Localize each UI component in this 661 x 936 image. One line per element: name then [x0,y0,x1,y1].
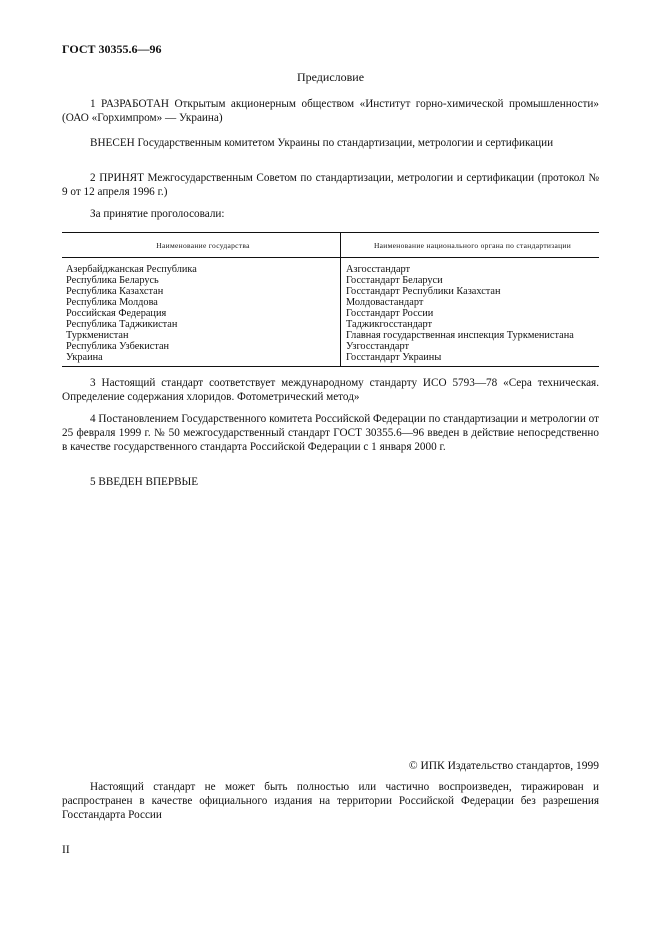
page-title: Предисловие [296,70,365,84]
table-cell-body: Главная государственная инспекция Туркменистана [346,330,574,341]
table-header-state: Наименование государства [62,233,341,258]
table-cell-state: Республика Таджикистан [62,319,341,330]
table-cell-state: Республика Казахстан [62,286,341,297]
table-row [62,330,599,341]
table-cell-state: Азербайджанская Республика [62,258,341,276]
voting-table [62,232,599,367]
paragraph-introduced [62,136,599,150]
page-number: II [62,844,70,856]
table-cell-body: Госстандарт Беларуси [346,275,443,286]
reproduction-notice [62,780,599,823]
table-row [62,286,599,297]
table-row [62,308,599,319]
paragraph-adopted [62,171,599,199]
table-row [62,275,599,286]
paragraph-iso-correspondence-text: 3 Настоящий стандарт соответствует международному стандарту ИСО 5793—78 «Сера техническая. Определение содержания хлоридов. Фотометрический метод» [62,377,599,404]
paragraph-developed-text: 1 РАЗРАБОТАН Открытым акционерным обществом «Институт горно-химической промышленности» (ОАО «Горхимпром» — Украина) [62,98,599,125]
table-cell-body: Азгосстандарт [346,264,411,275]
paragraph-developed [62,97,599,125]
table-cell-body: Госстандарт Украины [341,352,600,367]
paragraph-adopted-text: 2 ПРИНЯТ Межгосударственным Советом по стандартизации, метрологии и сертификации (протокол № 9 от 12 апреля 1996 г.) [62,172,599,199]
table-row [62,258,599,276]
table-cell-state: Республика Узбекистан [62,341,341,352]
table-row [62,297,599,308]
table-cell-state: Республика Беларусь [62,275,341,286]
paragraph-decree-text: 4 Постановлением Государственного комитета Российской Федерации по стандартизации и метрологии от 25 февраля 1999 г. № 50 межгосударственный стандарт ГОСТ 30355.6—96 введен в действие непосредственно в качестве государственного стандарта Российской Федерации с 1 января 2000 г. [62,413,599,454]
paragraph-voted-text: За принятие проголосовали: [90,208,225,220]
table-cell-body: Таджикгосстандарт [346,319,433,330]
table-cell-body: Госстандарт России [346,308,434,319]
reproduction-notice-text: Настоящий стандарт не может быть полностью или частично воспроизведен, тиражирован и распространен в качестве официального издания на территории Российской Федерации без разрешения Госстандарта России [62,781,599,822]
copyright-notice: © ИПК Издательство стандартов, 1999 [408,760,599,772]
table-cell-state: Российская Федерация [62,308,341,319]
table-cell-state: Республика Молдова [62,297,341,308]
table-header-row [62,233,599,258]
paragraph-introduced-text: ВНЕСЕН Государственным комитетом Украины по стандартизации, метрологии и сертификации [90,137,554,149]
table-cell-body: Узгосстандарт [346,341,409,352]
table-cell-state: Туркменистан [62,330,341,341]
paragraph-decree [62,412,599,455]
table-row [62,341,599,352]
paragraph-first-introduced-text: 5 ВВЕДЕН ВПЕРВЫЕ [90,476,199,488]
table-row [62,352,599,367]
table-cell-body: Госстандарт Республики Казахстан [346,286,501,297]
paragraph-voted [62,207,599,221]
table-header-body: Наименование национального органа по стандартизации [341,233,600,258]
table-row [62,319,599,330]
document-code: ГОСТ 30355.6—96 [62,42,162,56]
table-cell-body: Молдовастандарт [346,297,424,308]
paragraph-iso-correspondence [62,376,599,404]
table-cell-state: Украина [62,352,341,367]
paragraph-first-introduced [62,475,599,489]
